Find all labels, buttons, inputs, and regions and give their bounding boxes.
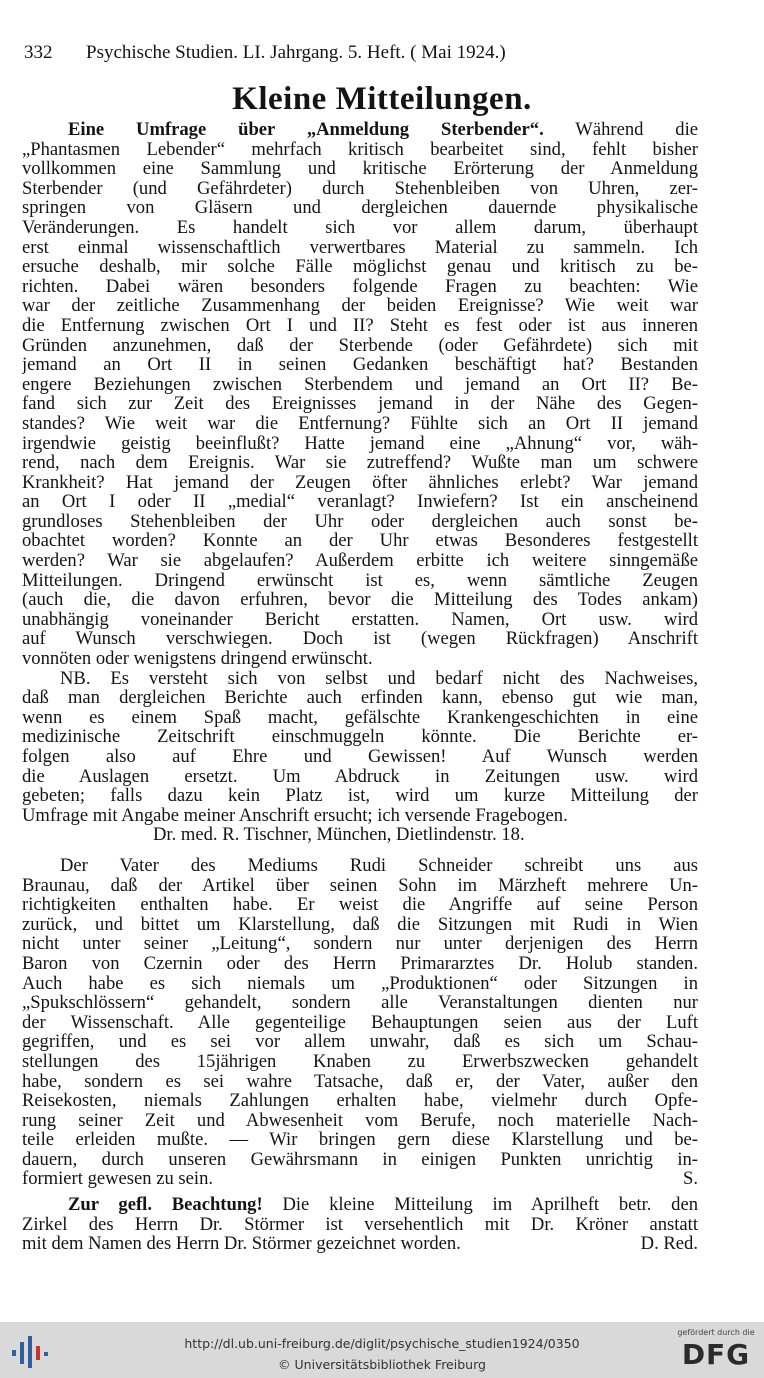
dfg-logo-text: DFG xyxy=(681,1338,751,1371)
article3-heading: Zur gefl. Beachtung! xyxy=(68,1195,263,1215)
article2-signature: S. xyxy=(683,1169,698,1190)
article1-first-line xyxy=(22,120,698,140)
text-line: fand sich zur Zeit des Ereignisses jemand in der Nähe des Gegen- xyxy=(22,394,698,414)
text-line: die Auslagen ersetzt. Um Abdruck in Zeitungen usw. wird xyxy=(22,766,698,787)
text-line: teile erleiden mußte. — Wir bringen gern diese Klarstellung und be- xyxy=(22,1130,698,1150)
text-line: ersuche deshalb, mir solche Fälle möglichst genau und kritisch zu be- xyxy=(22,257,698,277)
article3-first-line xyxy=(22,1195,698,1215)
text-line: Gründen anzunehmen, daß der Sterbende (oder Gefährdete) sich mit xyxy=(22,335,698,356)
copyright-notice: © Universitätsbibliothek Freiburg xyxy=(278,1357,486,1372)
article3-signature: D. Red. xyxy=(640,1234,698,1254)
running-head xyxy=(24,42,744,64)
article1-signature: Dr. med. R. Tischner, München, Dietlindenstr. 18. xyxy=(153,824,525,846)
text-line: gegriffen, und es sei vor allem unwahr, daß es sich um Schau- xyxy=(22,1032,698,1052)
text-line: Veränderungen. Es handelt sich vor allem darum, überhaupt xyxy=(22,217,698,238)
text-line: nicht unter seiner „Leitung“, sondern nur unter derjenigen des Herrn xyxy=(22,934,698,954)
article3-last-line xyxy=(22,1234,698,1254)
text-line: habe, sondern es sei wahre Tatsache, daß er, der Vater, außer den xyxy=(22,1071,698,1092)
text-line: Sterbender (und Gefährdeter) durch Stehenbleiben von Uhren, zer- xyxy=(22,178,698,199)
text-line: Der Vater des Mediums Rudi Schneider schreibt uns aus xyxy=(60,855,698,876)
text-line: Reisekosten, niemals Zahlungen erhalten habe, vielmehr durch Opfe- xyxy=(22,1091,698,1111)
text-line: irgendwie geistig beeinflußt? Hatte jemand eine „Ahnung“ vor, wäh- xyxy=(22,433,698,454)
text-line: dauern, durch unseren Gewährsmann in einigen Punkten unrichtig in- xyxy=(22,1149,698,1170)
text-line: wenn es einem Spaß macht, gefälschte Krankengeschichten in eine xyxy=(22,707,698,728)
article-body xyxy=(22,120,698,1254)
article1-nb-text xyxy=(22,669,698,826)
article1-text xyxy=(22,140,698,669)
text-line: an Ort I oder II „medial“ veranlagt? Inwiefern? Ist ein anscheinend xyxy=(22,492,698,512)
article1-first-line-rest: Während die xyxy=(575,120,698,140)
text-line: standes? Wie weit war die Entfernung? Fühlte sich an Ort II jemand xyxy=(22,413,698,434)
dfg-logo xyxy=(676,1328,756,1374)
text-line: jemand an Ort II in seinen Gedanken beschäftigt hat? Bestanden xyxy=(22,355,698,375)
article3-last-line-text: mit dem Namen des Herrn Dr. Störmer gezeichnet worden. xyxy=(22,1234,461,1254)
text-line: obachtet worden? Konnte an der Uhr etwas Besonderes festgestellt xyxy=(22,531,698,552)
text-line: erst einmal wissenschaftlich verwertbares Material zu sammeln. Ich xyxy=(22,237,698,258)
dfg-caption: gefördert durch die xyxy=(677,1328,755,1337)
text-line: springen von Gläsern und dergleichen dauernde physikalische xyxy=(22,198,698,218)
text-line: auf Wunsch verschwiegen. Doch ist (wegen Rückfragen) Anschrift xyxy=(22,629,698,650)
text-line: NB. Es versteht sich von selbst und bedarf nicht des Nachweises, xyxy=(60,668,698,689)
text-line: daß man dergleichen Berichte auch erfinden kann, ebenso gut wie man, xyxy=(22,688,698,708)
text-line: vollkommen eine Sammlung und kritische Erörterung der Anmeldung xyxy=(22,159,698,179)
article3-text xyxy=(22,1215,698,1235)
text-line: Mitteilungen. Dringend erwünscht ist es, wenn sämtliche Zeugen xyxy=(22,570,698,591)
running-title: Psychische Studien. LI. Jahrgang. 5. Heft. ( Mai 1924.) xyxy=(86,42,506,63)
text-line: rend, nach dem Ereignis. War sie zutreffend? Wußte man um schwere xyxy=(22,453,698,473)
text-line: Braunau, daß der Artikel über seinen Sohn im Märzheft mehrere Un- xyxy=(22,875,698,896)
text-line: Zirkel des Herrn Dr. Störmer ist versehentlich mit Dr. Kröner anstatt xyxy=(22,1214,698,1235)
text-line: unabhängig voneinander Bericht erstatten. Namen, Ort usw. wird xyxy=(22,609,698,630)
text-line: Umfrage mit Angabe meiner Anschrift ersucht; ich versende Fragebogen. xyxy=(22,805,568,826)
text-line: „Spukschlössern“ gehandelt, sondern alle Veranstaltungen dienten nur xyxy=(22,993,698,1013)
page-number: 332 xyxy=(24,42,53,63)
text-line: richten. Dabei wären besonders folgende Fragen zu beachten: Wie xyxy=(22,276,698,297)
text-line: werden? War sie abgelaufen? Außerdem erbitte ich weitere sinngemäße xyxy=(22,551,698,571)
section-title: Kleine Mitteilungen. xyxy=(232,81,532,117)
article1-heading: Eine Umfrage über „Anmeldung Sterbender“. xyxy=(68,120,544,140)
text-line: Auch habe es sich niemals um „Produktionen“ oder Sitzungen in xyxy=(22,973,698,994)
article2-text xyxy=(22,856,698,1170)
text-line: (auch die, die davon erfuhren, bevor die Mitteilung des Todes ankam) xyxy=(22,590,698,610)
text-line: gebeten; falls dazu kein Platz ist, wird um kurze Mitteilung der xyxy=(22,786,698,806)
text-line: richtigkeiten enthalten habe. Er weist die Angriffe auf seine Person xyxy=(22,895,698,915)
text-line: engere Beziehungen zwischen Sterbendem und jemand an Ort II? Be- xyxy=(22,374,698,395)
text-line: die Entfernung zwischen Ort I und II? Steht es fest oder ist aus inneren xyxy=(22,315,698,336)
text-line: Krankheit? Hat jemand der Zeugen öfter ähnliches erlebt? War jemand xyxy=(22,472,698,493)
article3-first-line-rest: Die kleine Mitteilung im Aprilheft betr. den xyxy=(282,1195,698,1215)
article2-last-line xyxy=(22,1169,698,1189)
text-line: „Phantasmen Lebender“ mehrfach kritisch bearbeitet sind, fehlt bisher xyxy=(22,139,698,160)
text-line: Baron von Czernin oder des Herrn Primararztes Dr. Holub standen. xyxy=(22,953,698,974)
text-line: vonnöten oder wenigstens dringend erwünscht. xyxy=(22,649,373,669)
source-url-link[interactable]: http://dl.ub.uni-freiburg.de/diglit/psychische_studien1924/0350 xyxy=(184,1336,580,1351)
text-line: grundloses Stehenbleiben der Uhr oder dergleichen auch sonst be- xyxy=(22,511,698,532)
text-line: rung seiner Zeit und Abwesenheit vom Berufe, noch materielle Nach- xyxy=(22,1110,698,1131)
text-line: folgen also auf Ehre und Gewissen! Auf Wunsch werden xyxy=(22,747,698,767)
text-line: war der zeitliche Zusammenhang der beiden Ereignisse? Wie weit war xyxy=(22,296,698,316)
text-line: der Wissenschaft. Alle gegenteilige Behauptungen seien aus der Luft xyxy=(22,1012,698,1033)
digitization-footer xyxy=(0,1322,764,1378)
article2-last-line-text: formiert gewesen zu sein. xyxy=(22,1169,214,1190)
text-line: medizinische Zeitschrift einschmuggeln könnte. Die Berichte er- xyxy=(22,727,698,747)
text-line: zurück, und bittet um Klarstellung, daß die Sitzungen mit Rudi in Wien xyxy=(22,914,698,935)
text-line: stellungen des 15jährigen Knaben zu Erwerbszwecken gehandelt xyxy=(22,1051,698,1072)
